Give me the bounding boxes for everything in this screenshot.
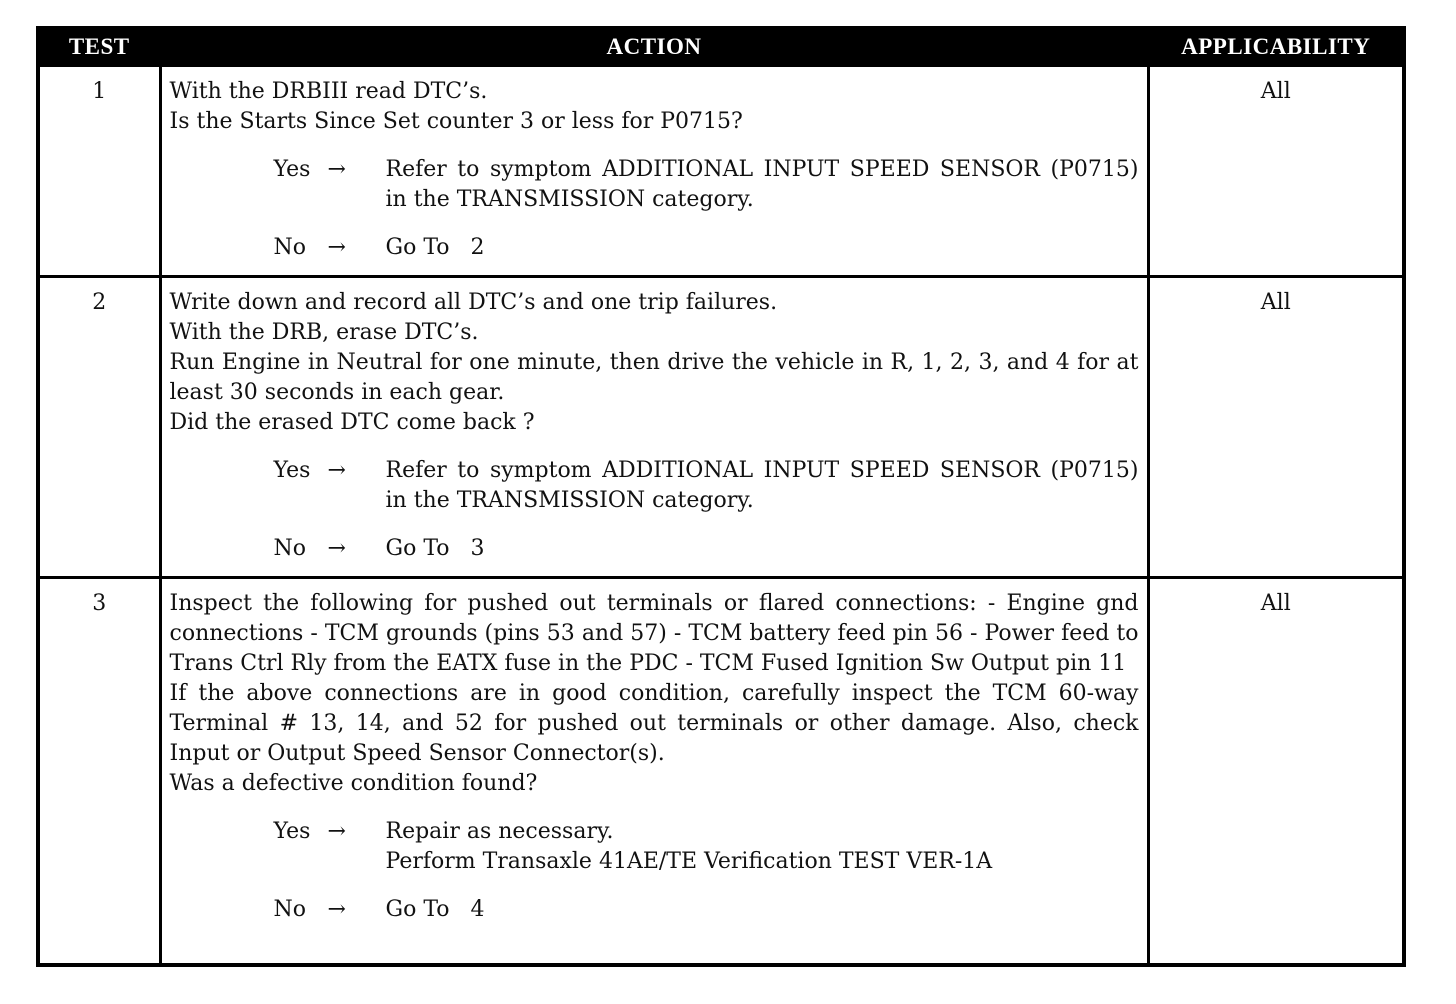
diagnostic-test-table bbox=[36, 26, 1406, 967]
no-label: No bbox=[273, 536, 306, 561]
header-test: TEST bbox=[38, 28, 160, 66]
yes-result: Refer to symptom ADDITIONAL INPUT SPEED SENSOR (P0715) in the TRANSMISSION category. bbox=[385, 458, 1139, 513]
yes-label: Yes bbox=[273, 458, 311, 483]
action-cell bbox=[160, 277, 1148, 578]
yes-outcome bbox=[274, 456, 1139, 516]
applicability-cell: All bbox=[1148, 66, 1404, 277]
yes-result bbox=[386, 817, 1139, 877]
yes-result-line: Repair as necessary. bbox=[385, 819, 614, 844]
table-row bbox=[38, 578, 1404, 966]
no-label: No bbox=[273, 897, 306, 922]
header-applicability: APPLICABILITY bbox=[1148, 28, 1404, 66]
action-question: Did the erased DTC come back ? bbox=[169, 410, 535, 435]
action-line: Run Engine in Neutral for one minute, then drive the vehicle in R, 1, 2, 3, and 4 for at least 30 seconds in each gear. bbox=[169, 350, 1139, 405]
applicability-cell: All bbox=[1148, 277, 1404, 578]
no-outcome bbox=[274, 534, 1139, 564]
test-number: 1 bbox=[38, 66, 160, 277]
action-line: With the DRBIII read DTC’s. bbox=[169, 79, 488, 104]
action-line: If the above connections are in good condition, carefully inspect the TCM 60-way Terminal # 13, 14, and 52 for pushed out terminals or other damage. Also, check Input or Output Speed Sensor Connector(s). bbox=[169, 681, 1139, 766]
yes-outcome bbox=[274, 817, 1139, 877]
no-outcome bbox=[274, 895, 1139, 925]
no-result: Go To 2 bbox=[385, 235, 485, 260]
arrow-right-icon: → bbox=[327, 157, 346, 182]
action-question: Is the Starts Since Set counter 3 or less for P0715? bbox=[169, 109, 743, 134]
action-line: With the DRB, erase DTC’s. bbox=[169, 320, 479, 345]
action-line: Inspect the following for pushed out terminals or flared connections: - Engine gnd connections - TCM grounds (pins 53 and 57) - TCM battery feed pin 56 - Power feed to Trans Ctrl Rly from the EATX fuse in the PDC - TCM Fused Ignition Sw Output pin 11 bbox=[169, 591, 1139, 676]
action-question: Was a defective condition found? bbox=[169, 771, 538, 796]
yes-outcome bbox=[274, 155, 1139, 215]
action-line: Write down and record all DTC’s and one trip failures. bbox=[169, 290, 778, 315]
no-result: Go To 3 bbox=[385, 536, 485, 561]
no-outcome bbox=[274, 233, 1139, 263]
no-result: Go To 4 bbox=[385, 897, 485, 922]
arrow-right-icon: → bbox=[327, 536, 346, 561]
test-number: 2 bbox=[38, 277, 160, 578]
test-number: 3 bbox=[38, 578, 160, 966]
action-cell bbox=[160, 66, 1148, 277]
header-row bbox=[38, 28, 1404, 66]
no-label: No bbox=[273, 235, 306, 260]
arrow-right-icon: → bbox=[327, 458, 346, 483]
arrow-right-icon: → bbox=[327, 235, 346, 260]
yes-label: Yes bbox=[273, 819, 311, 844]
action-cell bbox=[160, 578, 1148, 966]
yes-result-line: Perform Transaxle 41AE/TE Verification TEST VER-1A bbox=[385, 849, 993, 874]
applicability-cell: All bbox=[1148, 578, 1404, 966]
table-row bbox=[38, 277, 1404, 578]
yes-result: Refer to symptom ADDITIONAL INPUT SPEED SENSOR (P0715) in the TRANSMISSION category. bbox=[385, 157, 1139, 212]
table-row bbox=[38, 66, 1404, 277]
arrow-right-icon: → bbox=[327, 819, 346, 844]
header-action: ACTION bbox=[160, 28, 1148, 66]
arrow-right-icon: → bbox=[327, 897, 346, 922]
yes-label: Yes bbox=[273, 157, 311, 182]
